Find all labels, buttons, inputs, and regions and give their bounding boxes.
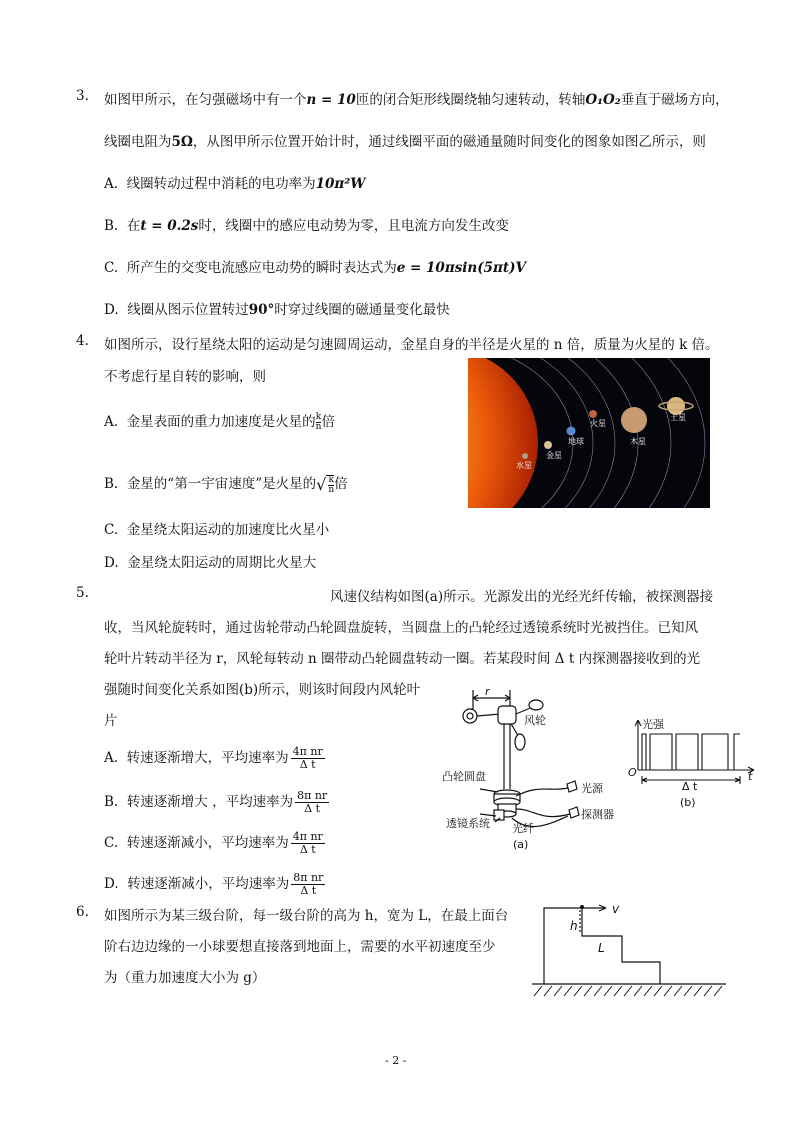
fraction — [295, 790, 329, 815]
option-label: C. — [104, 835, 119, 851]
sqrt-fraction — [326, 475, 334, 495]
fraction-denominator: Δ t — [304, 802, 321, 815]
page-number: - 2 - — [385, 1054, 407, 1067]
q5-stem-line4: 强随时间变化关系如图(b)所示，则该时间段内风轮叶 — [104, 682, 421, 698]
label-light-source: 光源 — [581, 782, 603, 795]
q3-option-d — [104, 298, 450, 318]
option-text: 时，线圈中的感应电动势为零，且电流方向发生改变 — [198, 218, 509, 234]
fraction-denominator: Δ t — [299, 758, 316, 771]
planet-jupiter — [621, 407, 647, 433]
q5-stem-line2: 收，当风轮旋转时，通过齿轮带动凸轮圆盘旋转，当圆盘上的凸轮经过透镜系统时光被挡住。已知风 — [104, 620, 698, 636]
q5-stem-line3: 轮叶片转动半径为 r，风轮每转动 n 圈带动凸轮圆盘转动一圈。若某段时间 Δ t 内探测器接收到的光 — [104, 651, 701, 667]
option-text: 转速逐渐增大 ，平均速率为 — [126, 794, 294, 810]
option-formula: e = 10πsin(5πt)V — [396, 260, 527, 276]
graph-xlabel: t — [748, 770, 753, 783]
label-r: r — [485, 685, 490, 698]
label-fiber: 光纤 — [512, 822, 534, 835]
figure-a-caption: (a) — [513, 838, 529, 851]
q4-option-a — [104, 410, 335, 432]
q4-number: 4. — [76, 333, 89, 349]
option-label: A. — [104, 750, 119, 766]
option-text: 时穿过线圈的磁通量变化最快 — [274, 302, 450, 318]
q4-stem-line1: 如图所示，设行星绕太阳的运动是匀速圆周运动，金星自身的半径是火星的 n 倍，质量为火星的 k 倍。 — [104, 337, 719, 353]
q3-text: 匝的闭合矩形线圈绕轴匀速转动，转轴 — [355, 92, 586, 108]
option-label: B. — [104, 476, 119, 492]
q3-option-c — [104, 256, 526, 276]
fraction-numerator: 8π nr — [297, 789, 328, 802]
solar-system-image — [468, 358, 710, 508]
option-text: 倍 — [334, 476, 348, 492]
option-text: 转速逐渐增大，平均速率为 — [126, 750, 289, 766]
q5-option-b — [104, 790, 331, 815]
label-mars: 火星 — [590, 419, 606, 428]
q4-stem-line2: 不考虑行星自转的影响，则 — [104, 369, 266, 385]
label-cam-disk: 凸轮圆盘 — [442, 770, 486, 783]
q3-turns: n = 10 — [306, 92, 356, 108]
ball — [580, 905, 584, 909]
q5-number: 5. — [76, 585, 89, 601]
option-label: A. — [104, 414, 119, 430]
stairs-diagram — [530, 900, 730, 1002]
option-text: 金星的“第一宇宙速度”是火星的 — [126, 476, 317, 492]
label-earth: 地球 — [568, 437, 584, 446]
q6-stem-line3: 为（重力加速度大小为 g） — [104, 970, 266, 986]
fraction-numerator: 4π nr — [292, 745, 323, 758]
option-label: C. — [104, 522, 119, 538]
q3-stem-line2 — [104, 130, 706, 150]
label-jupiter: 木星 — [630, 437, 646, 446]
planet-earth — [567, 427, 576, 436]
q4-option-c — [104, 518, 329, 538]
option-text: 所产生的交变电流感应电动势的瞬时表达式为 — [126, 260, 397, 276]
q4-option-b — [104, 472, 348, 495]
option-formula: 10π²W — [315, 176, 366, 192]
label-v: v — [612, 902, 620, 916]
q3-text: 线圈电阻为 — [104, 134, 172, 150]
q6-number: 6. — [76, 904, 89, 920]
q3-option-b — [104, 214, 509, 234]
q3-text: ，从图甲所示位置开始计时，通过线圈平面的磁通量随时间变化的图象如图乙所示，则 — [192, 134, 706, 150]
q5-stem-line5: 片 — [104, 713, 118, 729]
option-text: 金星绕太阳运动的周期比火星大 — [127, 555, 317, 571]
option-text: 金星表面的重力加速度是火星的 — [126, 414, 316, 430]
q5-stem-line1: 风速仪结构如图(a)所示。光源发出的光经光纤传输，被探测器接 — [330, 589, 714, 605]
q3-option-a — [104, 172, 365, 192]
label-detector: 探测器 — [581, 808, 614, 821]
q3-number: 3. — [76, 88, 89, 104]
q6-stem-line1: 如图所示为某三级台阶，每一级台阶的高为 h，宽为 L，在最上面台 — [104, 908, 509, 924]
q3-resistance: 5Ω — [171, 134, 193, 150]
option-label: B. — [104, 218, 119, 234]
fraction-denominator: n — [315, 422, 322, 432]
q4-option-d — [104, 551, 316, 571]
q3-text: 垂直于磁场方向， — [620, 92, 729, 108]
option-formula: t = 0.2s — [140, 218, 199, 234]
option-label: D. — [104, 302, 119, 318]
graph-origin: O — [628, 766, 637, 779]
option-label: B. — [104, 794, 119, 810]
option-formula: 90° — [248, 302, 275, 318]
sqrt-icon: √ — [316, 475, 327, 494]
fraction — [291, 831, 325, 856]
fraction-numerator: 4π nr — [292, 830, 323, 843]
option-text: 金星绕太阳运动的加速度比火星小 — [126, 522, 330, 538]
fraction — [291, 746, 325, 771]
planet-venus — [544, 441, 552, 449]
graph-ylabel: 光强 — [642, 718, 664, 731]
q5-option-a — [104, 746, 327, 771]
q3-stem-line1 — [104, 88, 729, 108]
option-label: C. — [104, 260, 119, 276]
q3-axis: O₁O₂ — [585, 92, 621, 108]
fraction-numerator: 8π nr — [293, 871, 324, 884]
q5-option-d — [104, 872, 327, 897]
q5-option-c — [104, 831, 327, 856]
label-wind-wheel: 风轮 — [524, 714, 546, 727]
fraction-denominator: Δ t — [300, 884, 317, 897]
anemometer-diagram — [440, 684, 630, 854]
label-mercury: 水星 — [516, 461, 532, 470]
option-text: 转速逐渐减小，平均速率为 — [126, 835, 289, 851]
q6-stem-line2: 阶右边边缘的一小球要想直接落到地面上，需要的水平初速度至少 — [104, 939, 496, 955]
q3-text: 如图甲所示，在匀强磁场中有一个 — [104, 92, 307, 108]
label-lens-system: 透镜系统 — [446, 817, 490, 830]
fraction-numerator: k — [315, 412, 322, 422]
planet-mars — [589, 410, 597, 418]
option-label: D. — [104, 876, 119, 892]
fraction — [291, 872, 325, 897]
option-text: 倍 — [321, 414, 335, 430]
fraction-denominator: n — [328, 484, 335, 495]
fraction-denominator: Δ t — [299, 843, 316, 856]
fraction-numerator: k — [328, 474, 334, 485]
planet-mercury — [522, 453, 528, 459]
label-saturn: 土星 — [670, 413, 686, 422]
label-L: L — [598, 941, 605, 955]
option-text: 转速逐渐减小，平均速率为 — [127, 876, 290, 892]
option-label: A. — [104, 176, 119, 192]
figure-b-caption: (b) — [680, 796, 696, 809]
label-h: h — [570, 919, 578, 933]
option-label: D. — [104, 555, 119, 571]
option-text: 线圈从图示位置转过 — [127, 302, 249, 318]
option-text: 在 — [126, 218, 141, 234]
label-venus: 金星 — [546, 451, 562, 460]
option-text: 线圈转动过程中消耗的电功率为 — [126, 176, 316, 192]
graph-dt: Δ t — [682, 780, 698, 793]
light-intensity-graph — [624, 714, 764, 810]
